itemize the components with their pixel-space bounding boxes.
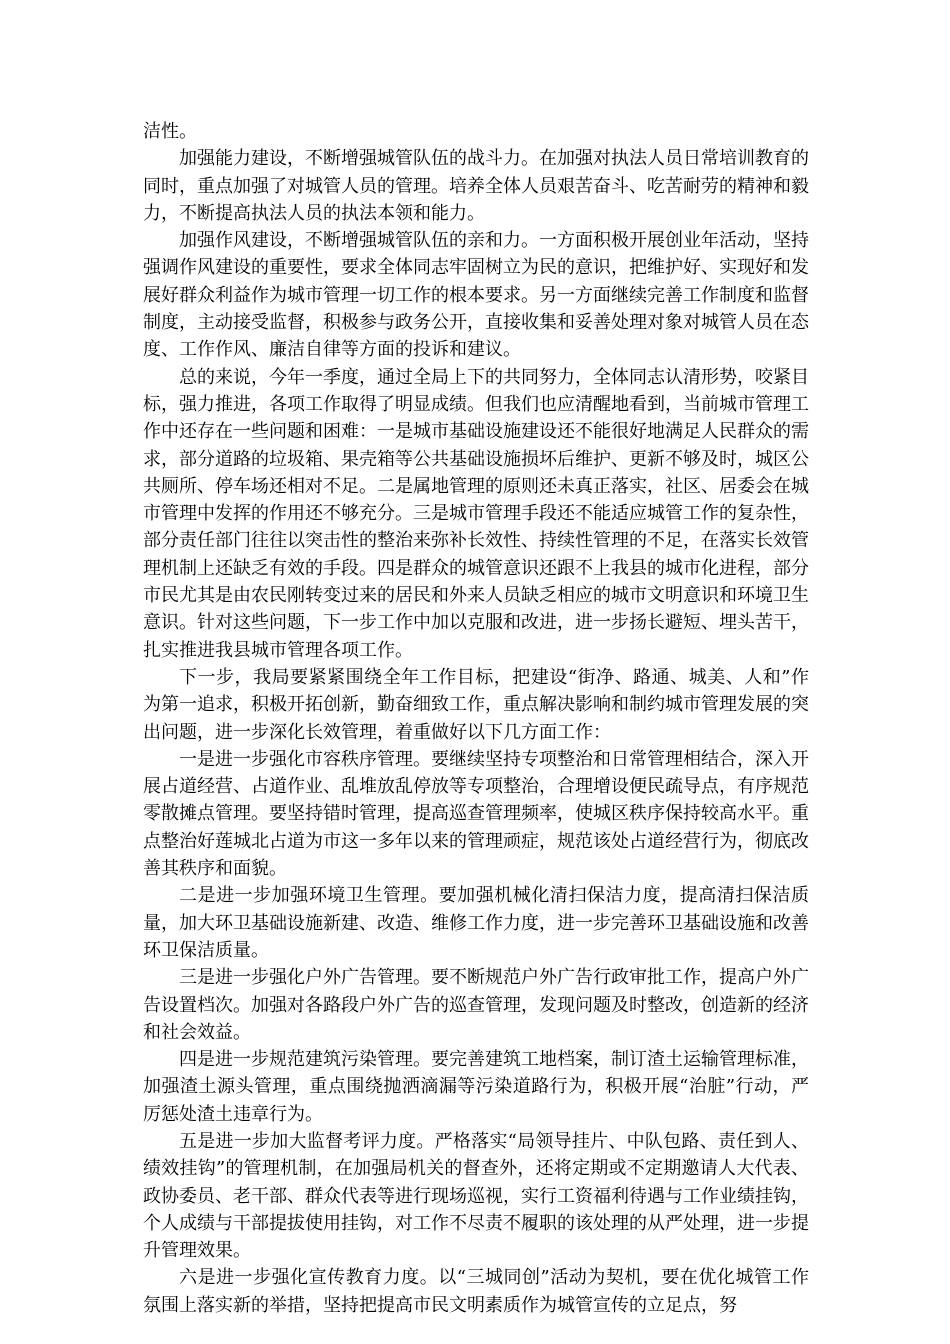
paragraph-item-3: 三是进一步强化户外广告管理。要不断规范户外广告行政审批工作，提高户外广告设置档次。加强对各路段户外广告的巡查管理，发现问题及时整改，创造新的经济和社会效益。 (143, 967, 809, 1043)
paragraph-item-2: 二是进一步加强环境卫生管理。要加强机械化清扫保洁力度，提高清扫保洁质量，加大环卫基础设施新建、改造、维修工作力度，进一步完善环卫基础设施和改善环卫保洁质量。 (143, 885, 809, 961)
document-body (143, 118, 809, 1319)
paragraph-item-1: 一是进一步强化市容秩序管理。要继续坚持专项整治和日常管理相结合，深入开展占道经营、占道作业、乱堆放乱停放等专项整治，合理增设便民疏导点，有序规范零散摊点管理。要坚持错时管理，提高巡查管理频率，使城区秩序保持较高水平。重点整治好莲城北占道为市这一多年以来的管理顽症，规范该处占道经营行为，彻底改善其秩序和面貌。 (143, 748, 809, 880)
paragraph-item-5: 五是进一步加大监督考评力度。严格落实“局领导挂片、中队包路、责任到人、绩效挂钩”的管理机制，在加强局机关的督查外，还将定期或不定期邀请人大代表、政协委员、老干部、群众代表等进行现场巡视，实行工资福利待遇与工作业绩挂钩，个人成绩与干部提拔使用挂钩，对工作不尽责不履职的该处理的从严处理，进一步提升管理效果。 (143, 1130, 809, 1262)
paragraph-work-style: 加强作风建设，不断增强城管队伍的亲和力。一方面积极开展创业年活动，坚持强调作风建设的重要性，要求全体同志牢固树立为民的意识，把维护好、实现好和发展好群众利益作为城市管理一切工作的根本要求。另一方面继续完善工作制度和监督制度，主动接受监督，积极参与政务公开，直接收集和妥善处理对象对城管人员在态度、工作作风、廉洁自律等方面的投诉和建议。 (143, 230, 809, 361)
paragraph-item-6: 六是进一步强化宣传教育力度。以“三城同创”活动为契机，要在优化城管工作氛围上落实新的举措，坚持把提高市民文明素质作为城管宣传的立足点，努 (143, 1267, 809, 1316)
paragraph-item-4: 四是进一步规范建筑污染管理。要完善建筑工地档案，制订渣土运输管理标准，加强渣土源头管理，重点围绕抛洒滴漏等污染道路行为，积极开展“治脏”行动，严厉惩处渣土违章行为。 (143, 1049, 809, 1125)
paragraph-continued: 洁性。 (143, 121, 197, 142)
paragraph-capacity-building: 加强能力建设，不断增强城管队伍的战斗力。在加强对执法人员日常培训教育的同时，重点加强了对城管人员的管理。培养全体人员艰苦奋斗、吃苦耐劳的精神和毅力，不断提高执法人员的执法本领和能力。 (143, 148, 809, 224)
paragraph-next-step: 下一步，我局要紧紧围绕全年工作目标，把建设“街净、路通、城美、人和”作为第一追求，积极开拓创新，勤奋细致工作，重点解决影响和制约城市管理发展的突出问题，进一步深化长效管理，着重做好以下几方面工作： (143, 666, 809, 743)
paragraph-summary-problems: 总的来说，今年一季度，通过全局上下的共同努力，全体同志认清形势，咬紧目标，强力推进，各项工作取得了明显成绩。但我们也应清醒地看到，当前城市管理工作中还存在一些问题和困难：一是城市基础设施建设还不能很好地满足人民群众的需求，部分道路的垃圾箱、果壳箱等公共基础设施损坏后维护、更新不够及时，城区公共厕所、停车场还相对不足。二是属地管理的原则还未真正落实，社区、居委会在城市管理中发挥的作用还不够充分。三是城市管理手段还不能适应城管工作的复杂性，部分责任部门往往以突击性的整治来弥补长效性、持续性管理的不足，在落实长效管理机制上还缺乏有效的手段。四是群众的城管意识还跟不上我县的城市化进程，部分市民尤其是由农民刚转变过来的居民和外来人员缺乏相应的城市文明意识和环境卫生意识。针对这些问题，下一步工作中加以克服和改进，进一步扬长避短、埋头苦干，扎实推进我县城市管理各项工作。 (143, 366, 809, 661)
